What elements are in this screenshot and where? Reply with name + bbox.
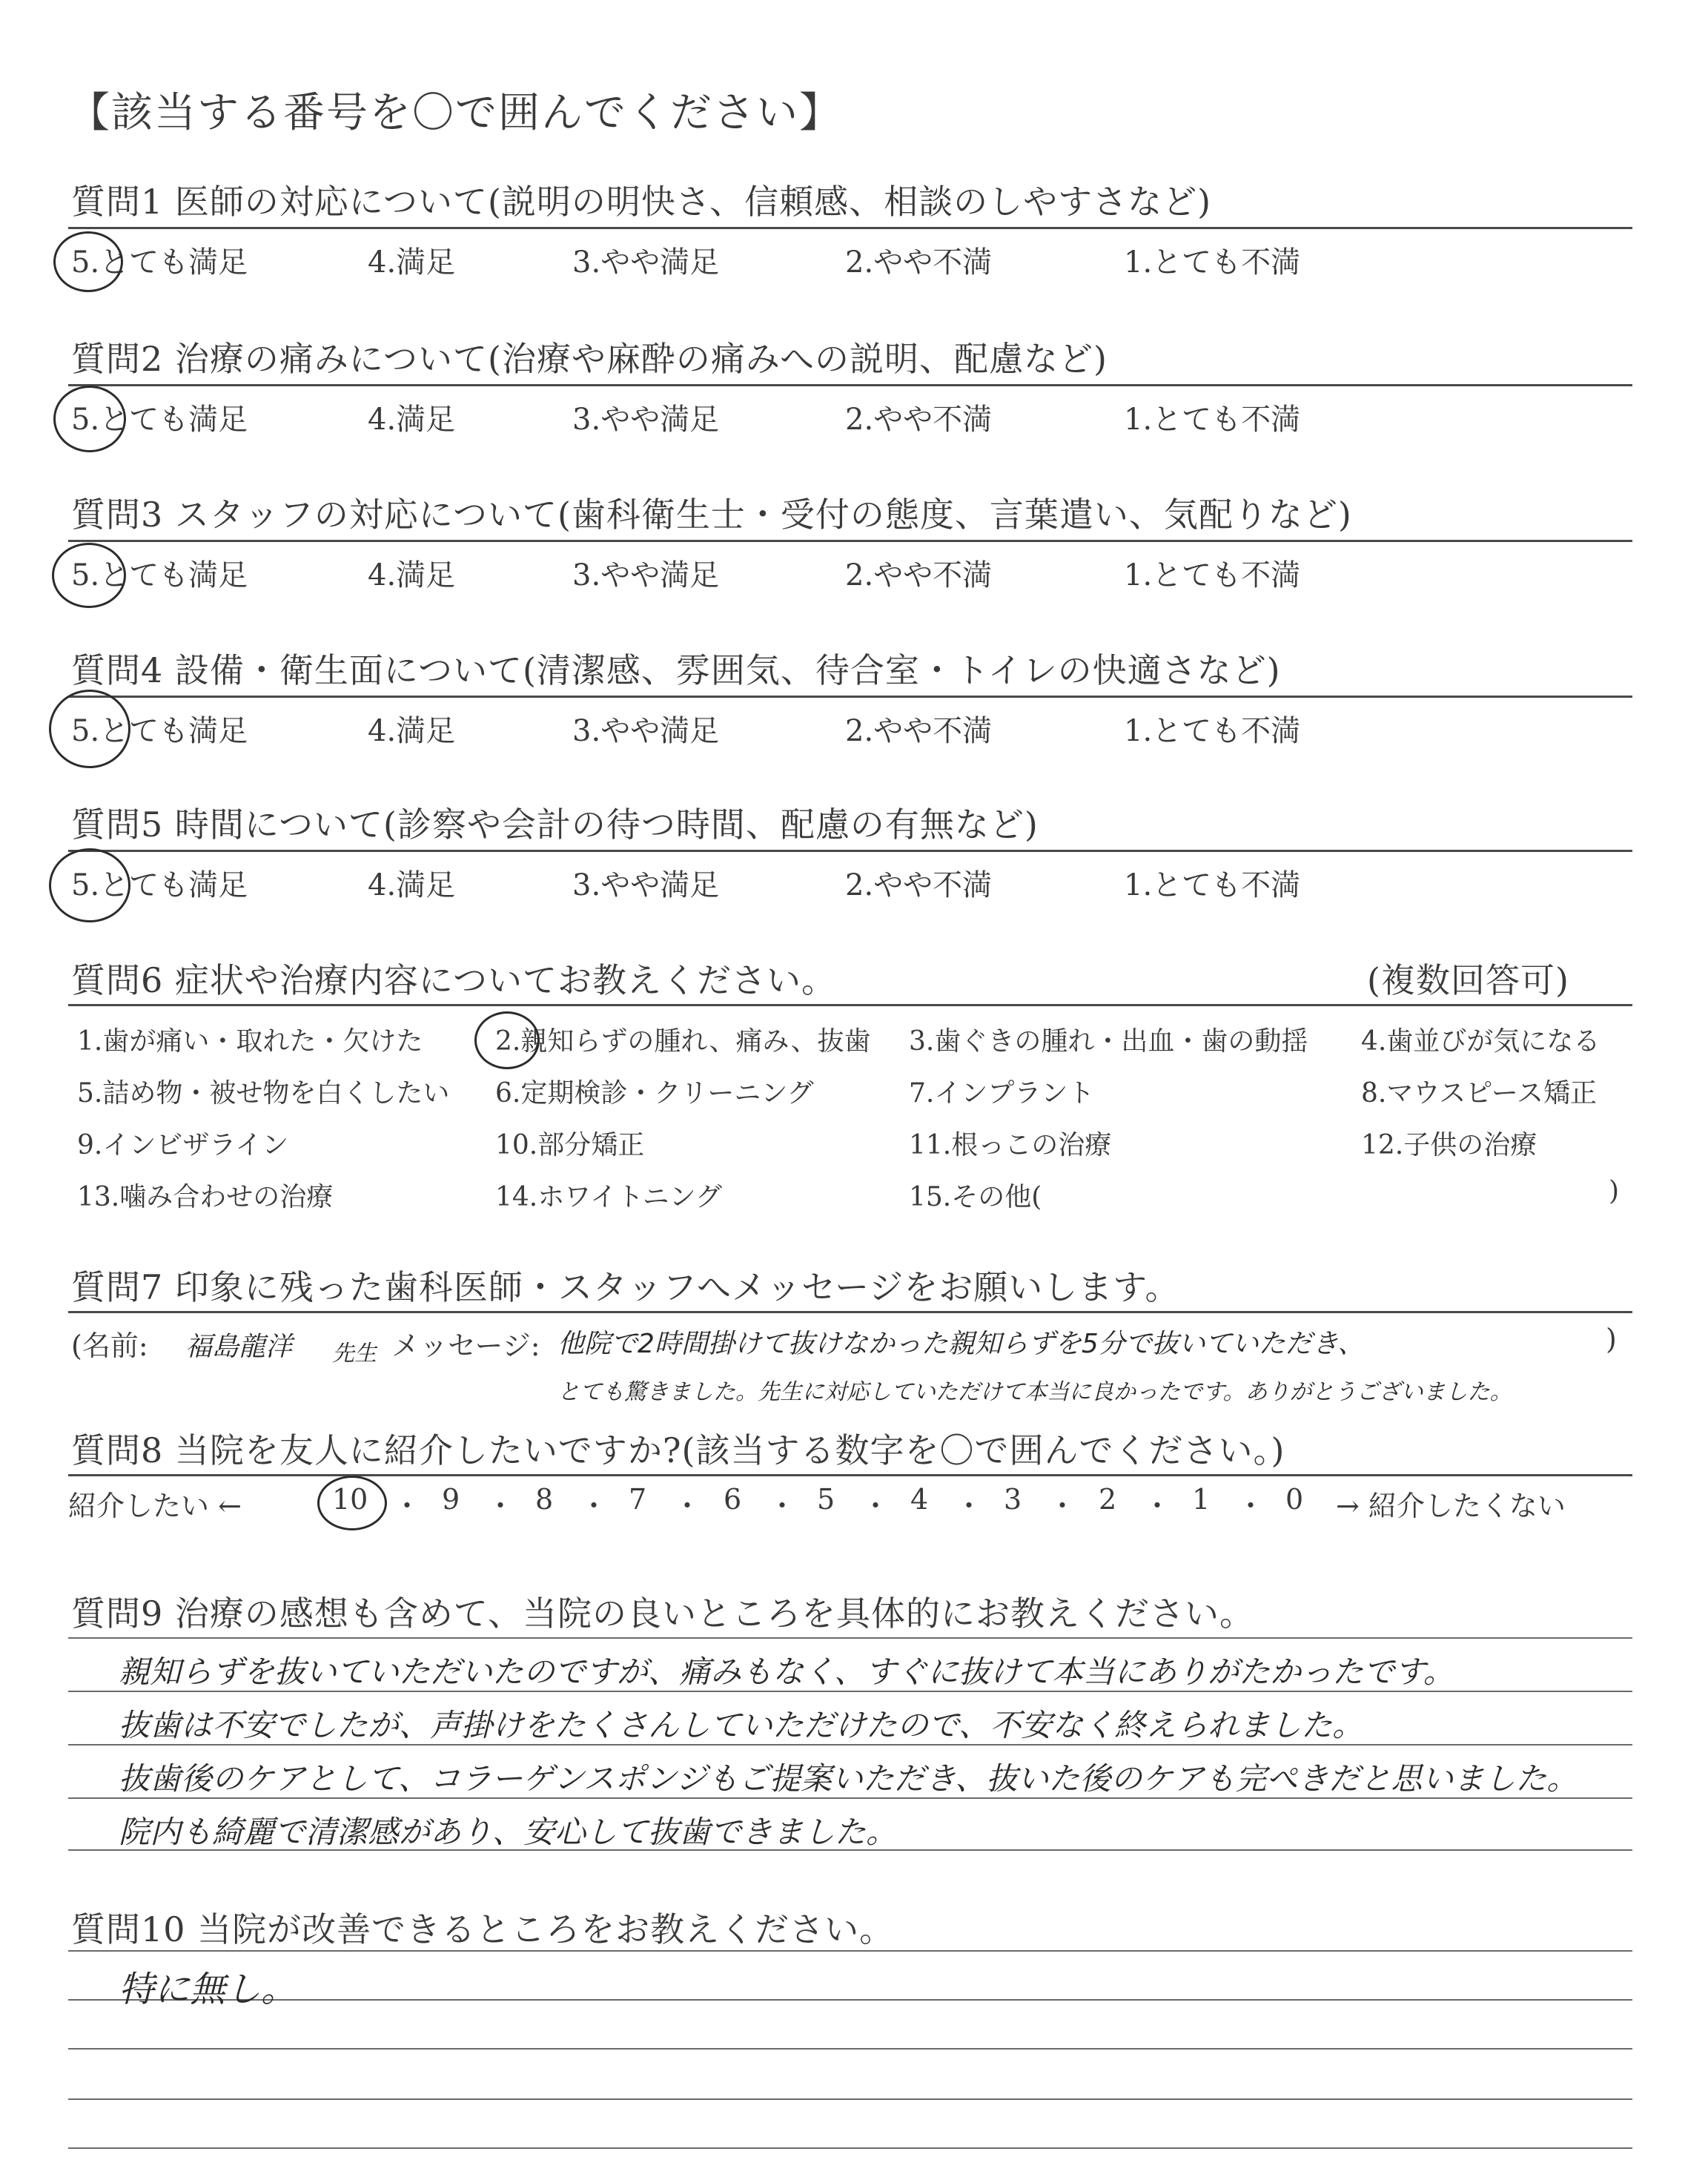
q6-option-6[interactable]: 6.定期検診・クリーニング [495,1078,814,1109]
q6-option-9[interactable]: 9.インビザライン [77,1130,289,1160]
q7-message-line-1[interactable]: 他院で2時間掛けて抜けなかった親知らずを5分で抜いていただき、 [557,1329,1365,1359]
q8-dot: ・ [768,1490,797,1522]
q7-message-label: メッセージ: [391,1330,540,1362]
q3-option-1[interactable]: 1.とても不満 [1124,558,1301,592]
q8-scale-10[interactable]: 10 [332,1483,368,1516]
q4-option-5[interactable]: 5.とても満足 [71,714,248,748]
q2-selection-circle [53,386,126,452]
q8-right-label: → 紹介したくない [1336,1490,1566,1522]
q8-left-label: 紹介したい ← [68,1490,242,1522]
q1-option-4[interactable]: 4.満足 [368,245,456,280]
q1-option-1[interactable]: 1.とても不満 [1124,245,1301,280]
q5-option-5[interactable]: 5.とても満足 [71,868,248,902]
q1-option-2[interactable]: 2.やや不満 [845,245,993,280]
q1-option-3[interactable]: 3.やや満足 [572,245,720,280]
q8-scale-9[interactable]: 9 [442,1483,460,1516]
form-heading: 【該当する番号を〇で囲んでください】 [68,89,842,137]
q6-option-12[interactable]: 12.子供の治療 [1361,1130,1537,1160]
q7-close-paren: ) [1606,1323,1617,1355]
q7-title: 質問7 印象に残った歯科医師・スタッフへメッセージをお願いします。 [71,1267,1180,1307]
q5-option-3[interactable]: 3.やや満足 [572,868,720,902]
q7-name-label: (名前: [71,1330,148,1362]
q6-note: (複数回答可) [1367,960,1569,1000]
q8-scale-4[interactable]: 4 [910,1483,929,1516]
q6-title: 質問6 症状や治療内容についてお教えください。 [71,960,836,1000]
q3-option-2[interactable]: 2.やや不満 [845,558,993,592]
q6-option-13[interactable]: 13.噛み合わせの治療 [77,1182,334,1212]
q2-option-1[interactable]: 1.とても不満 [1124,403,1301,437]
q8-dot: ・ [393,1490,422,1522]
q6-selection-circle [474,1011,540,1069]
q3-option-3[interactable]: 3.やや満足 [572,558,720,592]
q1-title: 質問1 医師の対応について(説明の明快さ、信頼感、相談のしやすさなど) [71,182,1212,222]
q4-title: 質問4 設備・衛生面について(清潔感、雰囲気、待合室・トイレの快適さなど) [71,650,1281,690]
q2-option-2[interactable]: 2.やや不満 [845,403,993,437]
q5-option-2[interactable]: 2.やや不満 [845,868,993,902]
q6-option-10[interactable]: 10.部分矯正 [495,1130,645,1160]
q6-option-3[interactable]: 3.歯ぐきの腫れ・出血・歯の動揺 [909,1026,1308,1057]
q8-selection-circle [317,1476,387,1530]
q9-answer-line-2[interactable]: 抜歯は不安でしたが、声掛けをたくさんしていただけたので、不安なく終えられました。 [119,1707,1364,1743]
q4-option-4[interactable]: 4.満足 [368,714,456,748]
q6-option-2[interactable]: 2.親知らずの腫れ、痛み、抜歯 [495,1026,871,1057]
q9-answer-line-3[interactable]: 抜歯後のケアとして、コラーゲンスポンジもご提案いただき、抜いた後のケアも完ぺきだと思いました。 [119,1760,1578,1797]
q5-selection-circle [49,848,130,922]
q8-scale-2[interactable]: 2 [1099,1483,1117,1516]
q8-scale-0[interactable]: 0 [1285,1483,1304,1516]
q4-option-1[interactable]: 1.とても不満 [1124,714,1301,748]
q6-option-11[interactable]: 11.根っこの治療 [909,1130,1112,1160]
q6-option-15-close: ) [1609,1176,1620,1206]
q6-option-8[interactable]: 8.マウスピース矯正 [1361,1078,1598,1109]
q8-title: 質問8 当院を友人に紹介したいですか?(該当する数字を〇で囲んでください。) [71,1430,1285,1470]
q5-option-1[interactable]: 1.とても不満 [1124,868,1301,902]
q2-option-5[interactable]: 5.とても満足 [71,403,248,437]
q8-dot: ・ [1237,1490,1265,1522]
q2-option-4[interactable]: 4.満足 [368,403,456,437]
q6-option-14[interactable]: 14.ホワイトニング [495,1182,723,1212]
q4-option-3[interactable]: 3.やや満足 [572,714,720,748]
q7-name-suffix: 先生 [332,1341,377,1367]
q8-dot: ・ [673,1490,702,1522]
q8-dot: ・ [955,1490,984,1522]
q3-selection-circle [52,543,126,608]
q8-scale-5[interactable]: 5 [817,1483,835,1516]
q8-scale-1[interactable]: 1 [1192,1483,1211,1516]
q2-option-3[interactable]: 3.やや満足 [572,403,720,437]
q6-option-15[interactable]: 15.その他( [909,1182,1042,1212]
q9-answer-line-4[interactable]: 院内も綺麗で清潔感があり、安心して抜歯できました。 [119,1814,898,1850]
q4-option-2[interactable]: 2.やや不満 [845,714,993,748]
q9-answer-line-1[interactable]: 親知らずを抜いていただいたのですが、痛みもなく、すぐに抜けて本当にありがたかったです。 [119,1654,1454,1690]
q1-option-5[interactable]: 5.とても満足 [71,245,248,280]
q6-option-1[interactable]: 1.歯が痛い・取れた・欠けた [77,1026,423,1057]
q8-scale-8[interactable]: 8 [535,1483,554,1516]
q5-title: 質問5 時間について(診察や会計の待つ時間、配慮の有無など) [71,805,1039,845]
q9-title: 質問9 治療の感想も含めて、当院の良いところを具体的にお教えください。 [71,1593,1254,1634]
q1-selection-circle [53,231,123,292]
q8-scale-3[interactable]: 3 [1004,1483,1022,1516]
q7-name-value[interactable]: 福島龍洋 [185,1332,293,1362]
q4-selection-circle [49,690,130,768]
q6-option-5[interactable]: 5.詰め物・被せ物を白くしたい [77,1078,450,1109]
q8-scale-6[interactable]: 6 [724,1483,742,1516]
q8-dot: ・ [1143,1490,1172,1522]
q3-option-4[interactable]: 4.満足 [368,558,456,592]
q8-dot: ・ [486,1490,515,1522]
q10-answer-line-1[interactable]: 特に無し。 [119,1969,297,2010]
q8-dot: ・ [861,1490,890,1522]
q6-option-7[interactable]: 7.インプラント [909,1078,1095,1109]
q6-option-4[interactable]: 4.歯並びが気になる [1361,1026,1601,1057]
q8-dot: ・ [580,1490,609,1522]
q10-title: 質問10 当院が改善できるところをお教えください。 [71,1909,895,1949]
q7-message-line-2[interactable]: とても驚きました。先生に対応していただけて本当に良かったです。ありがとうございました。 [557,1379,1512,1405]
q2-title: 質問2 治療の痛みについて(治療や麻酔の痛みへの説明、配慮など) [71,339,1108,379]
q8-scale-7[interactable]: 7 [629,1483,647,1516]
q3-option-5[interactable]: 5.とても満足 [71,558,248,592]
q3-title: 質問3 スタッフの対応について(歯科衛生士・受付の態度、言葉遣い、気配りなど) [71,495,1352,535]
q8-dot: ・ [1048,1490,1077,1522]
q5-option-4[interactable]: 4.満足 [368,868,456,902]
